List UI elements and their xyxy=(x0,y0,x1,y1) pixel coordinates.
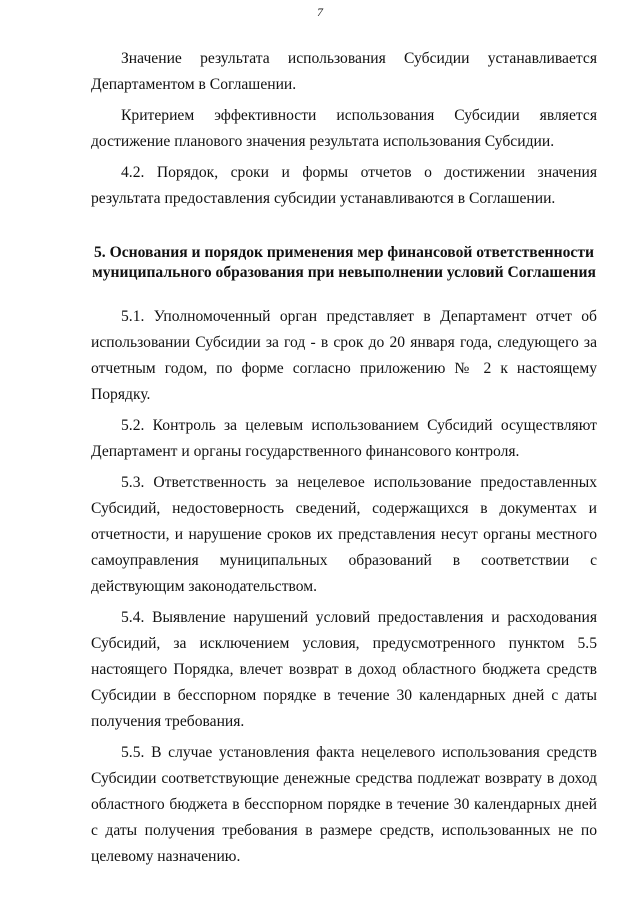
paragraph-5-4: 5.4. Выявление нарушений условий предоставления и расходования Субсидий, за исключением условия, предусмотренного пунктом 5.5 настоящего Порядка, влечет возврат в доход областного бюджета средств Субсидии в бесспорном порядке в течение 30 календарных дней с даты получения требования. xyxy=(91,609,597,730)
section-heading: 5. Основания и порядок применения мер финансовой ответственности муниципального образования при невыполнении условий Соглашения xyxy=(92,244,596,281)
paragraph-5-3: 5.3. Ответственность за нецелевое использование предоставленных Субсидий, недостоверность сведений, содержащихся в документах и отчетности, и нарушение сроков их представления несут органы местного самоуправления муниципальных образований в соответствии с действующим законодательством. xyxy=(91,474,597,595)
document-body xyxy=(91,46,597,870)
paragraph-efficiency-criterion: Критерием эффективности использования Субсидии является достижение планового значения результата использования Субсидии. xyxy=(91,107,597,150)
paragraph-result-value: Значение результата использования Субсидии устанавливается Департаментом в Соглашении. xyxy=(91,50,597,93)
paragraph-4-2: 4.2. Порядок, сроки и формы отчетов о достижении значения результата предоставления субсидии устанавливаются в Соглашении. xyxy=(91,164,597,207)
paragraph-5-5: 5.5. В случае установления факта нецелевого использования средств Субсидии соответствующие денежные средства подлежат возврату в доход областного бюджета в бесспорном порядке в течение 30 календарных дней с даты получения требования в размере средств, использованных не по целевому назначению. xyxy=(91,744,597,865)
paragraph-5-2: 5.2. Контроль за целевым использованием Субсидий осуществляют Департамент и органы государственного финансового контроля. xyxy=(91,417,597,460)
page-number: 7 xyxy=(317,5,323,19)
paragraph-5-1: 5.1. Уполномоченный орган представляет в Департамент отчет об использовании Субсидии за год - в срок до 20 января года, следующего за отчетным годом, по форме согласно приложению № 2 к настоящему Порядку. xyxy=(91,308,597,403)
